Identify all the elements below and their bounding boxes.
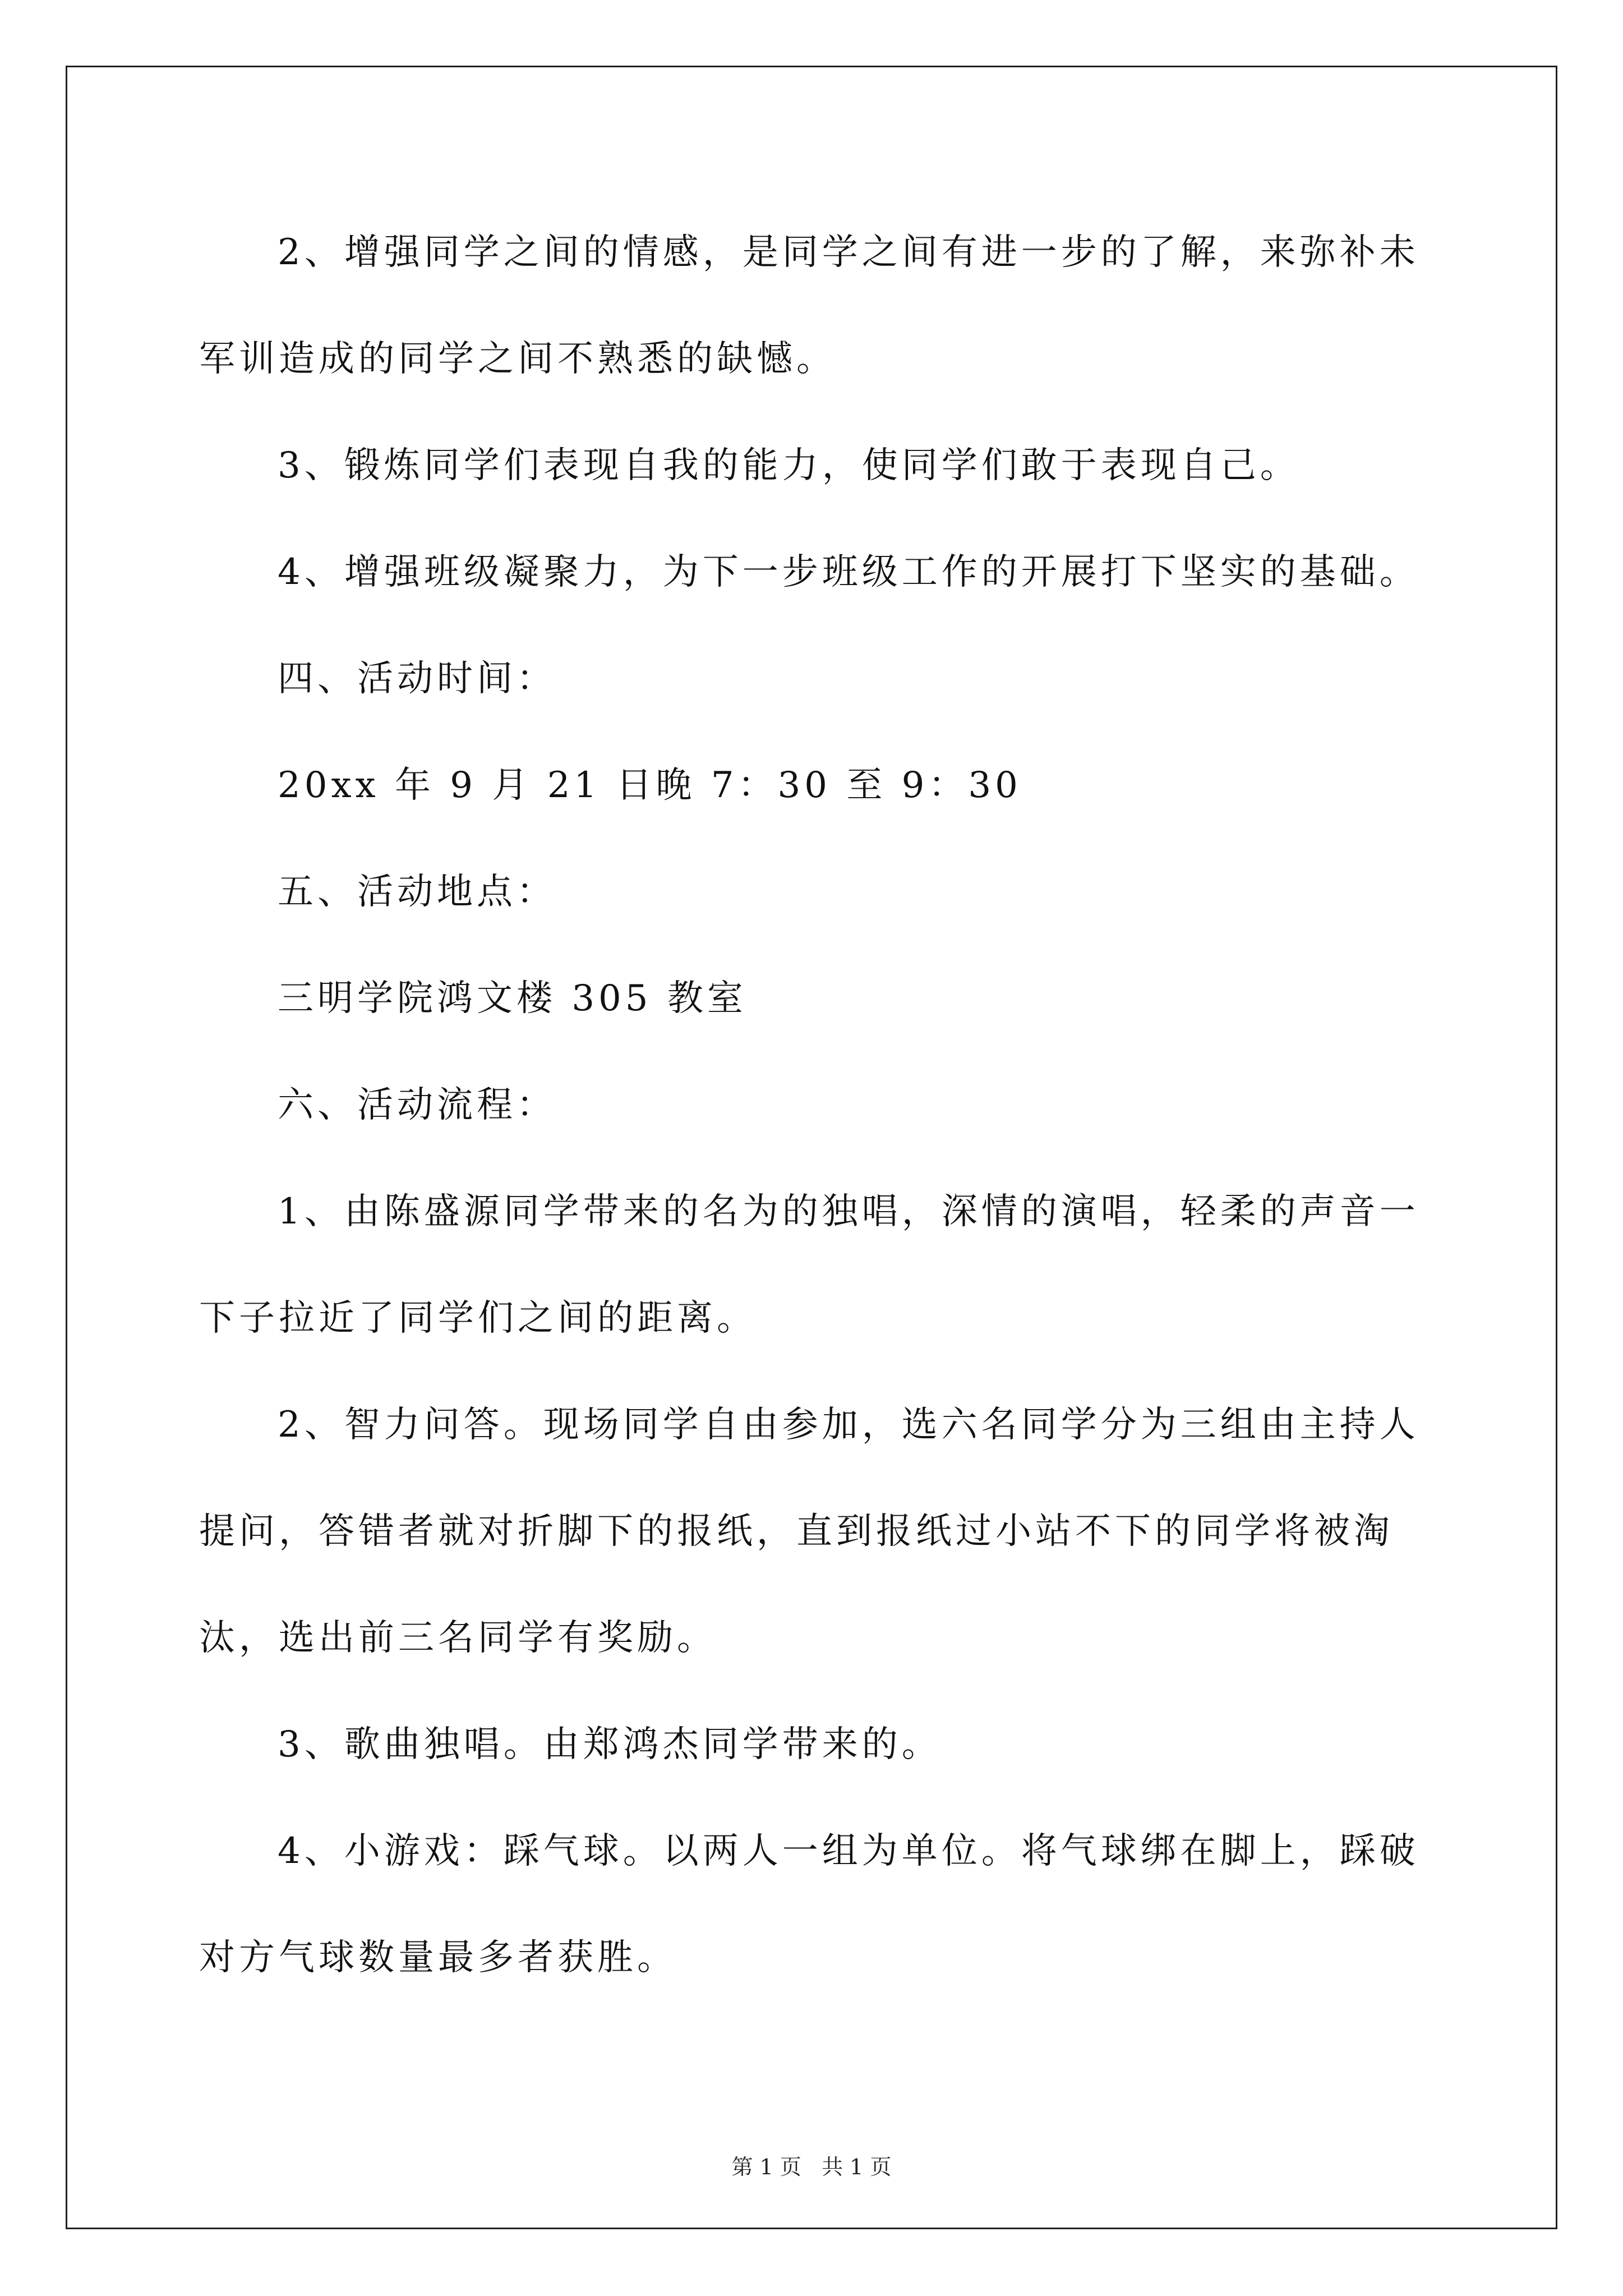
- paragraph-line: 汰，选出前三名同学有奖励。: [199, 1617, 717, 1659]
- activity-time: 20xx 年 9 月 21 日晚 7：30 至 9：30: [278, 765, 1022, 806]
- paragraph-line: 3、歌曲独唱。由郑鸿杰同学带来的。: [278, 1724, 942, 1765]
- page-number-footer: 第 1 页 共 1 页: [731, 2155, 892, 2179]
- paragraph-line: 军训造成的同学之间不熟悉的缺憾。: [199, 338, 836, 380]
- page-border: [66, 66, 1557, 2229]
- paragraph-line: 2、增强同学之间的情感，是同学之间有进一步的了解，来弥补未: [278, 232, 1419, 273]
- paragraph-line: 对方气球数量最多者获胜。: [199, 1937, 677, 1978]
- section-heading: 五、活动地点：: [278, 871, 556, 913]
- paragraph-line: 2、智力问答。现场同学自由参加，选六名同学分为三组由主持人: [278, 1404, 1419, 1446]
- section-heading: 六、活动流程：: [278, 1084, 556, 1126]
- paragraph-line: 3、锻炼同学们表现自我的能力，使同学们敢于表现自己。: [278, 445, 1300, 486]
- paragraph-line: 提问，答错者就对折脚下的报纸，直到报纸过小站不下的同学将被淘: [199, 1511, 1394, 1552]
- activity-place: 三明学院鸿文楼 305 教室: [278, 978, 747, 1019]
- section-heading: 四、活动时间：: [278, 658, 556, 700]
- paragraph-line: 4、增强班级凝聚力，为下一步班级工作的开展打下坚实的基础。: [278, 551, 1419, 593]
- paragraph-line: 1、由陈盛源同学带来的名为的独唱，深情的演唱，轻柔的声音一: [278, 1191, 1419, 1232]
- paragraph-line: 下子拉近了同学们之间的距离。: [199, 1297, 757, 1339]
- paragraph-line: 4、小游戏：踩气球。以两人一组为单位。将气球绑在脚上，踩破: [278, 1830, 1419, 1872]
